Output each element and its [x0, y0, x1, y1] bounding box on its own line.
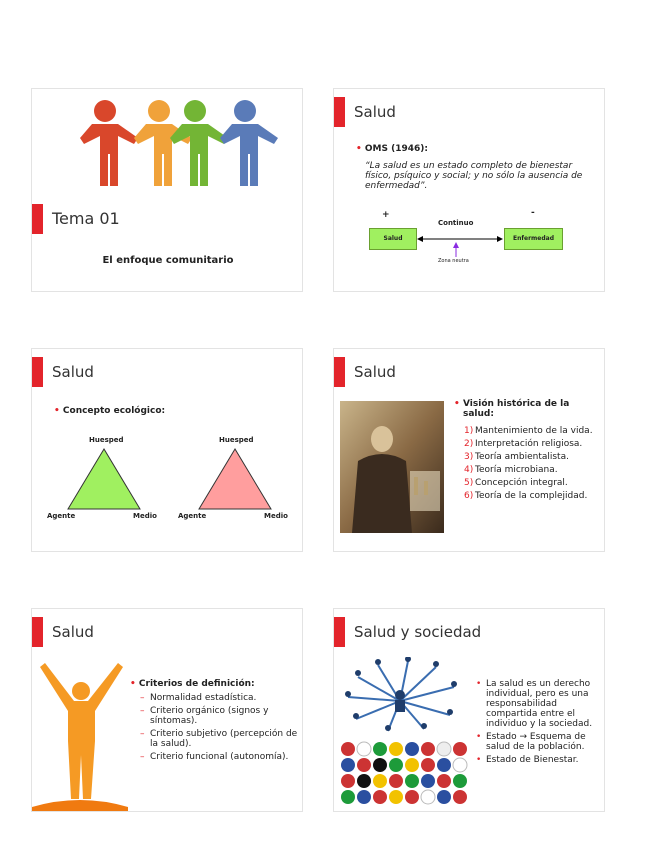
list-item: – Criterio subjetivo (percepción de la salud).: [140, 729, 298, 749]
network-people-graphic: [338, 657, 468, 737]
triangle1-left-label: Agente: [47, 512, 76, 520]
bullet-marker: •: [54, 406, 60, 416]
slide-1[interactable]: [31, 88, 303, 292]
triangle2-right-label: Medio: [264, 512, 288, 520]
bullet-marker: •: [130, 679, 136, 689]
enfermedad-box: Enfermedad: [504, 228, 563, 250]
item-text: Criterio subjetivo (percepción de la salud).: [150, 729, 298, 749]
slide-title: Salud y sociedad: [354, 623, 482, 641]
plus-sign: +: [382, 210, 390, 220]
list-item: [464, 439, 604, 449]
list-item: [464, 452, 604, 462]
society-list: [476, 679, 601, 768]
bullet-marker: •: [454, 399, 460, 409]
history-list: [464, 426, 604, 504]
slide-4[interactable]: [333, 348, 605, 552]
item-text: Normalidad estadística.: [150, 693, 257, 703]
item-text: Criterio orgánico (signos y síntomas).: [150, 706, 269, 726]
salud-box: Salud: [369, 228, 417, 250]
slide-title: Salud: [354, 363, 396, 381]
item-number: 1): [464, 426, 474, 436]
bullet-heading: [130, 679, 255, 689]
title-accent-bar: [334, 617, 345, 647]
list-item: • Estado → Esquema de salud de la población.: [476, 732, 586, 752]
slide-title: Tema 01: [52, 209, 120, 228]
list-item: [464, 491, 604, 501]
bullet-heading: [454, 399, 599, 419]
item-text: Estado de Bienestar.: [486, 755, 579, 765]
triangle1-top-label: Huesped: [89, 436, 124, 444]
item-text: Teoría microbiana.: [475, 465, 558, 475]
slide-title: Salud: [52, 363, 94, 381]
continuum-arrow: [334, 89, 605, 292]
heading-text: Criterios de definición:: [138, 679, 255, 689]
slide-title: Salud: [354, 103, 396, 121]
triangle1-right-label: Medio: [133, 512, 157, 520]
triangle2-top-label: Huesped: [219, 436, 254, 444]
item-text: Mantenimiento de la vida.: [475, 426, 593, 436]
pasteur-portrait: [340, 401, 444, 533]
heading-text: OMS (1946):: [364, 144, 429, 154]
item-number: 2): [464, 439, 474, 449]
bullet-text: Concepto ecológico:: [62, 406, 166, 416]
slide-6[interactable]: [333, 608, 605, 812]
heading-text: Visión histórica de la salud:: [463, 399, 570, 419]
criteria-list: [140, 693, 298, 765]
item-number: 5): [464, 478, 474, 488]
title-accent-bar: [334, 357, 345, 387]
zona-neutra-label: Zona neutra: [438, 258, 469, 264]
item-text: Teoría ambientalista.: [475, 452, 569, 462]
title-accent-bar: [32, 204, 43, 234]
ecological-triangles: [32, 349, 303, 552]
triangle2-left-label: Agente: [178, 512, 207, 520]
list-item: • La salud es un derecho individual, pero es una responsabilidad compartida entre el individuo y la sociedad.: [476, 679, 593, 729]
list-item: – Criterio funcional (autonomía).: [140, 752, 289, 762]
item-text: Interpretación religiosa.: [475, 439, 583, 449]
slide-title: Salud: [52, 623, 94, 641]
slide-5[interactable]: [31, 608, 303, 812]
slide-2[interactable]: [333, 88, 605, 292]
flags-graphic: [338, 741, 470, 807]
item-number: 3): [464, 452, 474, 462]
item-text: Estado → Esquema de salud de la población.: [486, 732, 586, 752]
minus-sign: -: [531, 208, 535, 218]
item-text: Teoría de la complejidad.: [475, 491, 588, 501]
list-item: • Estado de Bienestar.: [476, 755, 579, 765]
slide-3[interactable]: [31, 348, 303, 552]
list-item: [464, 426, 604, 436]
people-illustration: [32, 89, 303, 199]
bullet-marker: •: [356, 144, 362, 154]
item-text: La salud es un derecho individual, pero es una responsabilidad compartida entre el individuo y la sociedad.: [486, 679, 593, 729]
item-text: Criterio funcional (autonomía).: [150, 752, 289, 762]
quote-text: “La salud es un estado completo de bienestar físico, psíquico y social; y no sólo la ausencia de enfermedad”.: [365, 161, 583, 191]
title-accent-bar: [32, 617, 43, 647]
continuo-label: Continuo: [438, 219, 474, 227]
item-number: 4): [464, 465, 474, 475]
celebrating-person-silhouette: [32, 657, 132, 812]
list-item: [464, 478, 604, 488]
item-text: Concepción integral.: [475, 478, 568, 488]
slide-subtitle: El enfoque comunitario: [102, 255, 234, 266]
item-number: 6): [464, 491, 474, 501]
list-item: – Normalidad estadística.: [140, 693, 257, 703]
list-item: [464, 465, 604, 475]
list-item: – Criterio orgánico (signos y síntomas).: [140, 706, 269, 726]
